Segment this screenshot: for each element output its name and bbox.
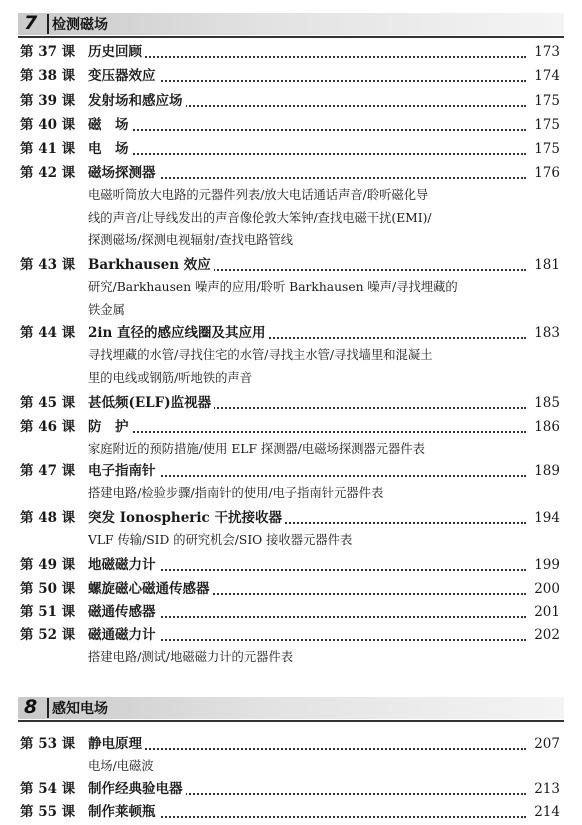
toc-entry[interactable] <box>20 625 560 645</box>
toc-entry[interactable] <box>20 393 560 413</box>
page-number: 173 <box>531 42 560 62</box>
lesson-title: 静电原理 <box>88 734 145 754</box>
lesson-title: 变压器效应 <box>88 66 159 86</box>
chapter-title: 感知电场 <box>52 701 108 717</box>
lesson-title: 磁通磁力计 <box>88 625 159 645</box>
page-number: 199 <box>531 555 560 575</box>
lesson-number: 第 53 课 <box>20 736 76 752</box>
toc-entry[interactable] <box>20 579 560 599</box>
lesson-subtopics: 搭建电路/测试/地磁磁力计的元器件表 <box>88 650 294 664</box>
chapter-header <box>18 697 564 727</box>
dot-leader <box>90 748 526 750</box>
lesson-title: 螺旋磁心磁通传感器 <box>88 579 213 599</box>
lesson-subtopics: 电磁听筒放大电路的元器件列表/放大电话通话声音/聆听磁化导 <box>88 188 429 202</box>
lesson-subtopics: 里的电线或钢筋/听地铁的声音 <box>88 370 253 385</box>
page-number: 207 <box>531 734 560 754</box>
page-number: 200 <box>531 579 560 599</box>
lesson-title: 制作经典验电器 <box>88 779 186 799</box>
lesson-number: 第 46 课 <box>20 419 76 435</box>
chapter-divider <box>47 698 49 718</box>
page-number: 213 <box>531 779 560 799</box>
dot-leader <box>90 153 526 155</box>
lesson-title: 突发 Ionospheric 干扰接收器 <box>88 508 285 528</box>
lesson-number: 第 41 课 <box>20 141 76 157</box>
lesson-number: 第 48 课 <box>20 510 76 526</box>
chapter-divider <box>47 14 49 34</box>
toc-entry[interactable] <box>20 802 560 822</box>
toc-entry[interactable] <box>20 42 560 62</box>
page-number: 194 <box>531 508 560 528</box>
lesson-number: 第 55 课 <box>20 804 76 820</box>
lesson-number: 第 51 课 <box>20 604 76 620</box>
chapter-title: 检测磁场 <box>52 17 108 33</box>
page-number: 202 <box>531 625 560 645</box>
page-number: 181 <box>531 255 560 275</box>
lesson-title: 磁 场 <box>88 115 132 135</box>
lesson-title: 电 场 <box>88 139 132 159</box>
lesson-title: Barkhausen 效应 <box>88 255 214 275</box>
page-number: 176 <box>531 163 560 183</box>
chapter-number: 7 <box>24 12 38 34</box>
lesson-subtopics: VLF 传输/SID 的研究机会/SIO 接收器元器件表 <box>88 533 353 547</box>
lesson-subtopics: 铁金属 <box>88 302 125 317</box>
lesson-number: 第 37 课 <box>20 44 76 60</box>
toc-entry[interactable] <box>20 508 560 528</box>
dot-leader <box>90 129 526 131</box>
lesson-title: 制作莱顿瓶 <box>88 802 159 822</box>
toc-entry[interactable] <box>20 461 560 481</box>
toc-entry[interactable] <box>20 115 560 135</box>
page-number: 175 <box>531 139 560 159</box>
page-number: 201 <box>531 602 560 622</box>
toc-entry[interactable] <box>20 779 560 799</box>
lesson-title: 磁场探测器 <box>88 163 159 183</box>
chapter-header <box>18 13 564 43</box>
lesson-title: 地磁磁力计 <box>88 555 159 575</box>
lesson-subtopics: 家庭附近的预防措施/使用 ELF 探测器/电磁场探测器元器件表 <box>88 442 425 456</box>
lesson-number: 第 49 课 <box>20 557 76 573</box>
lesson-number: 第 44 课 <box>20 325 76 341</box>
lesson-subtopics: 研究/Barkhausen 噪声的应用/聆听 Barkhausen 噪声/寻找埋藏的 <box>88 280 458 294</box>
lesson-title: 防 护 <box>88 417 132 437</box>
chapter-number: 8 <box>24 696 38 718</box>
lesson-number: 第 50 课 <box>20 581 76 597</box>
toc-entry[interactable] <box>20 555 560 575</box>
toc-entry[interactable] <box>20 255 560 275</box>
lesson-title: 磁通传感器 <box>88 602 159 622</box>
toc-entry[interactable] <box>20 66 560 86</box>
dot-leader <box>90 431 526 433</box>
dot-leader <box>90 56 526 58</box>
page-number: 175 <box>531 91 560 111</box>
lesson-title: 2in 直径的感应线圈及其应用 <box>88 323 269 343</box>
page-number: 174 <box>531 66 560 86</box>
page-number: 214 <box>531 802 560 822</box>
toc-entry[interactable] <box>20 91 560 111</box>
lesson-number: 第 40 课 <box>20 117 76 133</box>
lesson-number: 第 54 课 <box>20 781 76 797</box>
chapter-rule <box>18 720 564 722</box>
lesson-number: 第 42 课 <box>20 165 76 181</box>
lesson-subtopics: 探测磁场/探测电视辐射/查找电路管线 <box>88 233 294 247</box>
lesson-subtopics: 电场/电磁波 <box>88 759 154 773</box>
lesson-subtopics: 寻找埋藏的水管/寻找住宅的水管/寻找主水管/寻找墙里和混凝土 <box>88 348 433 362</box>
toc-entry[interactable] <box>20 139 560 159</box>
lesson-number: 第 45 课 <box>20 395 76 411</box>
chapter-rule <box>18 36 564 38</box>
toc-entry[interactable] <box>20 602 560 622</box>
lesson-number: 第 43 课 <box>20 257 76 273</box>
lesson-subtopics: 线的声音/让导线发出的声音像伦敦大笨钟/查找电磁干扰(EMI)/ <box>88 210 432 225</box>
toc-entry[interactable] <box>20 417 560 437</box>
page-number: 183 <box>531 323 560 343</box>
lesson-number: 第 47 课 <box>20 463 76 479</box>
lesson-title: 甚低频(ELF)监视器 <box>88 393 214 413</box>
lesson-title: 电子指南针 <box>88 461 159 481</box>
toc-entry[interactable] <box>20 734 560 754</box>
lesson-subtopics: 搭建电路/检验步骤/指南针的使用/电子指南针元器件表 <box>88 486 384 500</box>
lesson-title: 历史回顾 <box>88 42 145 62</box>
lesson-title: 发射场和感应场 <box>88 91 186 111</box>
toc-entry[interactable] <box>20 323 560 343</box>
page-number: 186 <box>531 417 560 437</box>
lesson-number: 第 52 课 <box>20 627 76 643</box>
lesson-number: 第 39 课 <box>20 93 76 109</box>
lesson-number: 第 38 课 <box>20 68 76 84</box>
toc-entry[interactable] <box>20 163 560 183</box>
page-number: 175 <box>531 115 560 135</box>
page-number: 185 <box>531 393 560 413</box>
page-number: 189 <box>531 461 560 481</box>
